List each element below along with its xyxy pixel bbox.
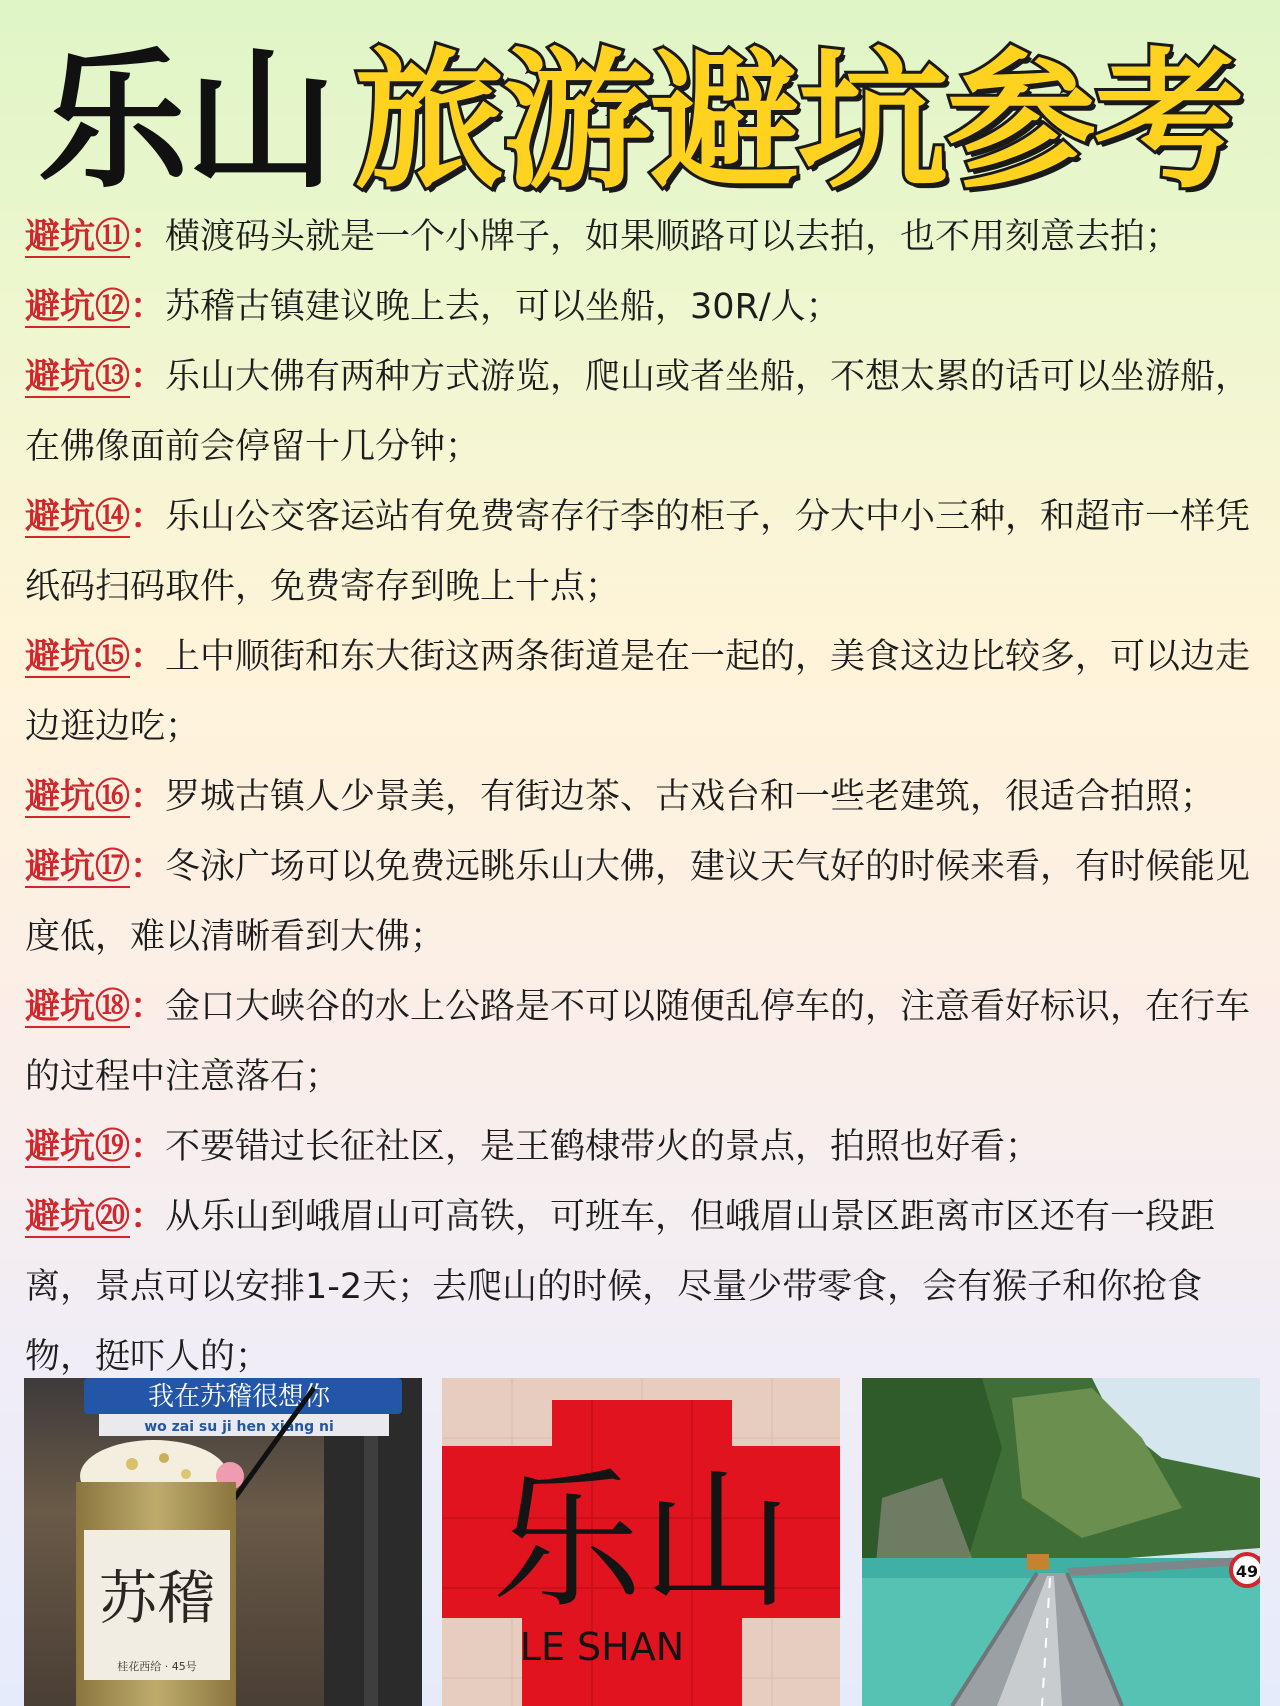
tip-text: 不要错过长征社区，是王鹤棣带火的景点，拍照也好看； xyxy=(165,1127,1041,1167)
tip-colon: ： xyxy=(130,847,166,887)
cup-text: 苏稽 xyxy=(98,1564,216,1632)
tip-label: 避坑⑪ xyxy=(25,217,131,257)
tip-label: 避坑⑳ xyxy=(25,1197,131,1237)
photo-leshan-sign xyxy=(442,1378,840,1706)
photo-strip xyxy=(24,1378,1260,1706)
tip-colon: ： xyxy=(130,357,166,397)
photo-water-road-art xyxy=(862,1378,1260,1706)
page-title xyxy=(0,18,1280,209)
sign-text: 我在苏稽很想你 xyxy=(147,1382,331,1412)
photo-water-road xyxy=(862,1378,1260,1706)
tip-text: 横渡码头就是一个小牌子，如果顺路可以去拍，也不用刻意去拍； xyxy=(165,217,1181,257)
tip-label: 避坑⑬ xyxy=(25,357,131,397)
tip-label: 避坑⑱ xyxy=(25,987,131,1027)
cup-small-text: 桂花西给 · 45号 xyxy=(117,1660,197,1673)
tip-colon: ： xyxy=(130,987,166,1027)
tip-item xyxy=(25,832,1265,972)
photo-suji-drink-art xyxy=(24,1378,422,1706)
sign-pinyin: wo zai su ji hen xiang ni xyxy=(144,1419,334,1435)
tip-item xyxy=(25,622,1265,762)
tip-text: 冬泳广场可以免费远眺乐山大佛，建议天气好的时候来看，有时候能见度低，难以清晰看到大佛； xyxy=(25,847,1251,957)
tip-item xyxy=(25,762,1265,832)
sign-big-text: 乐山 xyxy=(491,1455,793,1629)
tip-colon: ： xyxy=(130,637,166,677)
tip-colon: ： xyxy=(130,1197,166,1237)
tip-label: 避坑⑲ xyxy=(25,1127,131,1167)
road-sign-text: 49 xyxy=(1235,1562,1259,1581)
title-city: 乐山 xyxy=(37,35,334,209)
tip-item xyxy=(25,342,1265,482)
photo-suji-drink xyxy=(24,1378,422,1706)
tip-item xyxy=(25,1182,1265,1392)
tip-item xyxy=(25,272,1265,342)
tips-list xyxy=(25,202,1265,1392)
title-topic: 旅游避坑参考 xyxy=(354,35,1243,209)
tip-colon: ： xyxy=(130,1127,166,1167)
tip-text: 罗城古镇人少景美，有街边茶、古戏台和一些老建筑，很适合拍照； xyxy=(165,777,1216,817)
tip-label: 避坑⑫ xyxy=(25,287,131,327)
tip-label: 避坑⑰ xyxy=(25,847,131,887)
tip-item xyxy=(25,972,1265,1112)
tip-colon: ： xyxy=(130,217,166,257)
tip-text: 金口大峡谷的水上公路是不可以随便乱停车的，注意看好标识，在行车的过程中注意落石； xyxy=(25,987,1251,1097)
tip-item xyxy=(25,1112,1265,1182)
tip-text: 上中顺街和东大街这两条街道是在一起的，美食这边比较多，可以边走边逛边吃； xyxy=(25,637,1251,747)
tip-label: 避坑⑭ xyxy=(25,497,131,537)
tip-text: 乐山大佛有两种方式游览，爬山或者坐船，不想太累的话可以坐游船，在佛像面前会停留十几分钟； xyxy=(25,357,1251,467)
tip-item xyxy=(25,202,1265,272)
tip-colon: ： xyxy=(130,777,166,817)
tip-colon: ： xyxy=(130,287,166,327)
tip-colon: ： xyxy=(130,497,166,537)
tip-text: 乐山公交客运站有免费寄存行李的柜子，分大中小三种，和超市一样凭纸码扫码取件，免费寄存到晚上十点； xyxy=(25,497,1251,607)
tip-label: 避坑⑮ xyxy=(25,637,131,677)
sign-latin-text: LE SHAN xyxy=(519,1625,685,1669)
tip-text: 苏稽古镇建议晚上去，可以坐船，30R/人； xyxy=(165,287,841,327)
tip-label: 避坑⑯ xyxy=(25,777,131,817)
tip-text: 从乐山到峨眉山可高铁，可班车，但峨眉山景区距离市区还有一段距离，景点可以安排1-2天；去爬山的时候，尽量少带零食，会有猴子和你抢食物，挺吓人的； xyxy=(25,1197,1216,1377)
photo-leshan-sign-art xyxy=(442,1378,840,1706)
tip-item xyxy=(25,482,1265,622)
